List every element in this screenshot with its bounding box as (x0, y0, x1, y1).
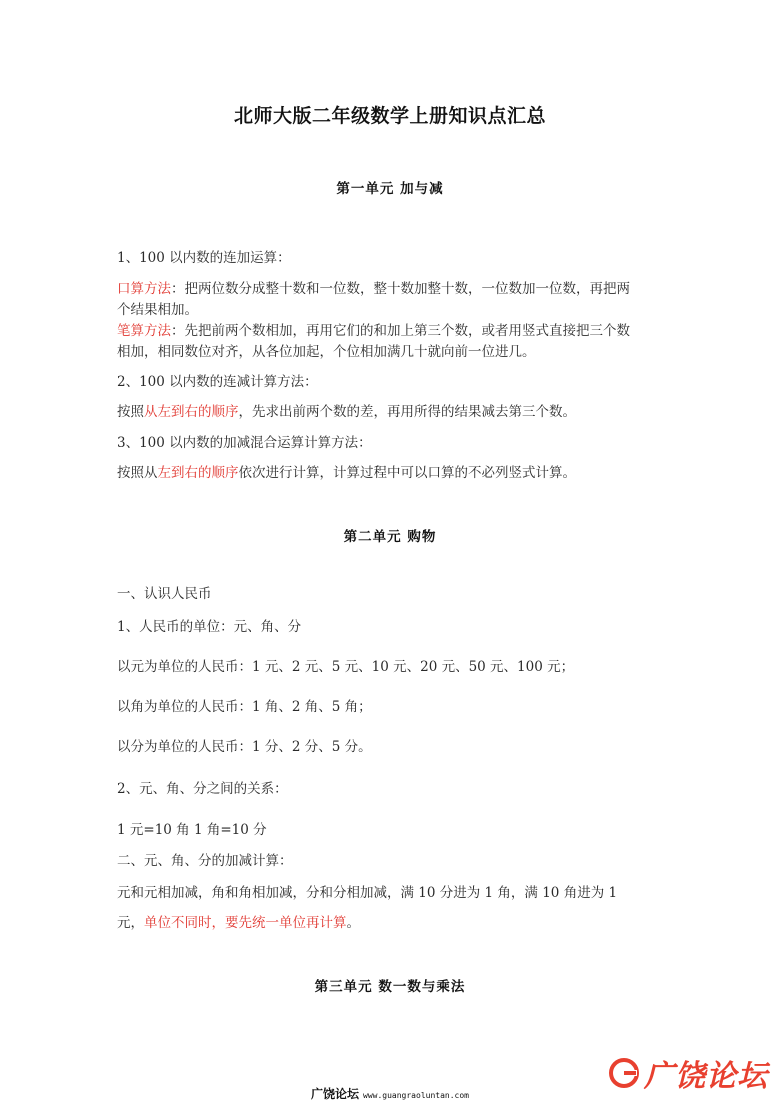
written-method-line-2: 相加，相同数位对齐，从各位加起，个位相加满几十就向前一位进几。 (117, 344, 536, 360)
section-mixed-heading: 3、100 以内数的加减混合运算计算方法： (117, 435, 372, 451)
unify-post: 。 (346, 915, 360, 931)
mental-method-label: 口算方法 (117, 281, 171, 297)
mixed-method-line (117, 463, 677, 484)
relation-line: 1 元=10 角 1 角=10 分 (117, 822, 267, 838)
yuan-notes-line: 以元为单位的人民币：1 元、2 元、5 元、10 元、20 元、50 元、100 元； (117, 659, 575, 675)
written-method-label: 笔算方法 (117, 323, 171, 339)
written-method-text: ：先把前两个数相加，再用它们的和加上第三个数，或者用竖式直接把三个数 (171, 323, 630, 339)
unify-units-highlight: 单位不同时，要先统一单位再计算 (144, 915, 347, 931)
mixed-post: 依次进行计算，计算过程中可以口算的不必列竖式计算。 (238, 465, 576, 481)
add-sub-rule-line: 元和元相加减，角和角相加减，分和分相加减，满 10 分进为 1 角，满 10 角进为 1 (117, 885, 618, 901)
relation-heading: 2、元、角、分之间的关系： (117, 781, 288, 797)
subtraction-method-line (117, 402, 677, 423)
unit-3-heading: 第三单元 数一数与乘法 (314, 979, 466, 995)
subtraction-order-highlight: 从左到右的顺序 (144, 404, 239, 420)
unit-1-heading: 第一单元 加与减 (336, 181, 444, 197)
document-title: 北师大版二年级数学上册知识点汇总 (233, 105, 546, 127)
logo-text: 广饶论坛 (644, 1059, 768, 1094)
rmb-units-line: 1、人民币的单位：元、角、分 (117, 619, 302, 635)
add-sub-heading: 二、元、角、分的加减计算： (117, 853, 293, 869)
section-subtraction-heading: 2、100 以内数的连减计算方法： (117, 374, 318, 390)
mental-method-line (117, 279, 677, 300)
section-addition-heading: 1、100 以内数的连加运算： (117, 250, 291, 266)
mental-method-text: ：把两位数分成整十数和一位数，整十数加整十数，一位数加一位数，再把两 (171, 281, 630, 297)
page-footer (0, 1083, 780, 1102)
subtraction-post: ，先求出前两个数的差，再用所得的结果减去第三个数。 (238, 404, 576, 420)
written-method-line (117, 321, 677, 342)
footer-site-name: 广饶论坛 (311, 1087, 360, 1101)
add-sub-rule-line-2 (117, 913, 677, 934)
jiao-notes-line: 以角为单位的人民币：1 角、2 角、5 角； (117, 699, 372, 715)
footer-url-link[interactable]: www.guangraoluntan.com (363, 1091, 469, 1100)
subtraction-pre: 按照 (117, 404, 144, 420)
rmb-section-heading: 一、认识人民币 (117, 586, 212, 602)
mental-method-line-2: 个结果相加。 (117, 302, 198, 318)
mixed-order-highlight: 左到右的顺序 (157, 465, 239, 481)
fen-notes-line: 以分为单位的人民币：1 分、2 分、5 分。 (117, 739, 372, 755)
unit-2-heading: 第二单元 购物 (343, 529, 437, 545)
mixed-pre: 按照从 (117, 465, 158, 481)
unify-pre: 元， (117, 915, 144, 931)
